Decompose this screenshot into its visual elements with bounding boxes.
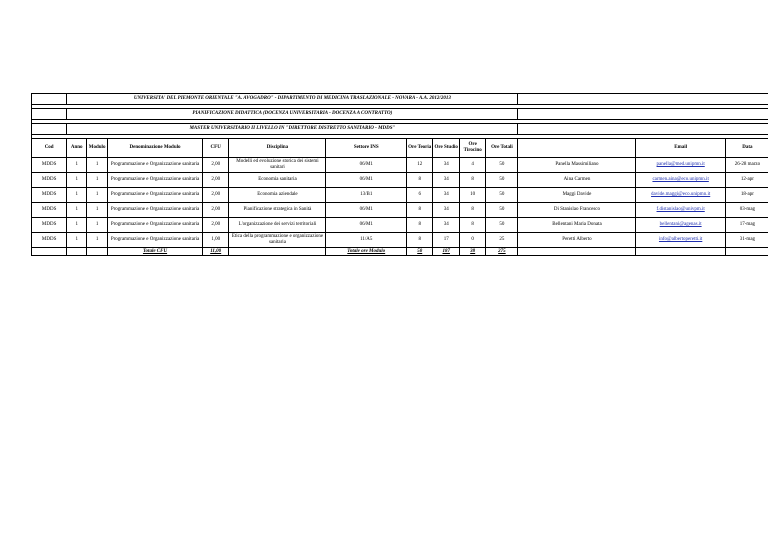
- row-disciplina: Modelli ed evoluzione storica dei sistemi sanitari: [229, 158, 326, 173]
- row-ore-totali: 50: [486, 218, 518, 233]
- col-settore: Settore INS: [326, 139, 407, 158]
- col-denominazione: Denominazione Modulo: [108, 139, 203, 158]
- row-data: 31-mag: [725, 233, 768, 248]
- row-docente: Maggi Davide: [518, 188, 636, 203]
- table-body: [32, 158, 768, 248]
- total-ore-label: Totale ore Modulo: [326, 248, 407, 256]
- row-disciplina: Economia sanitaria: [229, 173, 326, 188]
- total-cfu-value: 11,00: [202, 248, 228, 256]
- email-link[interactable]: davide.maggi@eco.unipmn.it: [651, 192, 711, 197]
- row-data: 26-28 marzo: [725, 158, 768, 173]
- row-cfu: 1,00: [202, 233, 228, 248]
- col-ore-totali: Ore Totali: [486, 139, 518, 158]
- planning-table: [31, 93, 768, 256]
- row-anno: 1: [67, 188, 87, 203]
- col-disciplina: Disciplina: [229, 139, 326, 158]
- row-ore-totali: 50: [486, 203, 518, 218]
- table-row: [32, 188, 768, 203]
- email-link[interactable]: panella@med.unipmn.it: [656, 162, 705, 167]
- row-cfu: 2,00: [202, 188, 228, 203]
- row-ore-teoria: 8: [407, 233, 433, 248]
- row-denominazione: Programmazione e Organizzazione sanitaria: [108, 158, 203, 173]
- col-modulo: Modulo: [87, 139, 108, 158]
- table-row: [32, 218, 768, 233]
- row-docente: Aina Carmen: [518, 173, 636, 188]
- total-totali: 275: [486, 248, 518, 256]
- blank-cell: [32, 109, 67, 120]
- row-settore: 06/M1: [326, 218, 407, 233]
- row-anno: 1: [67, 203, 87, 218]
- master-title: MASTER UNIVERSITARIO II LIVELLO IN "DIRETTORE DISTRETTO SANITARIO - MDDS": [67, 124, 518, 135]
- university-title: UNIVERSITA' DEL PIEMONTE ORIENTALE "A. AVOGADRO" - DIPARTIMENTO DI MEDICINA TRASLAZIONALE - NOVARA - A.A. 2012/2013: [67, 94, 518, 105]
- row-ore-studio: 34: [433, 158, 459, 173]
- row-denominazione: Programmazione e Organizzazione sanitaria: [108, 203, 203, 218]
- blank-cell: [518, 109, 768, 120]
- row-settore: 13/B1: [326, 188, 407, 203]
- row-settore: 06/M1: [326, 158, 407, 173]
- title-row-3: [32, 124, 768, 135]
- row-disciplina: Etica della programmazione e organizzazione sanitaria: [229, 233, 326, 248]
- row-ore-studio: 34: [433, 218, 459, 233]
- row-email: [636, 188, 725, 203]
- row-denominazione: Programmazione e Organizzazione sanitaria: [108, 218, 203, 233]
- row-email: [636, 218, 725, 233]
- row-modulo: 1: [87, 218, 108, 233]
- row-data: 17-mag: [725, 218, 768, 233]
- email-link[interactable]: f.distanislao@univpm.it: [656, 207, 705, 212]
- col-anno: Anno: [67, 139, 87, 158]
- row-docente: Panella Massimiliano: [518, 158, 636, 173]
- row-ore-teoria: 6: [407, 188, 433, 203]
- total-studio: 187: [433, 248, 459, 256]
- row-email: [636, 158, 725, 173]
- row-cfu: 2,00: [202, 173, 228, 188]
- col-docente: [518, 139, 636, 158]
- row-settore: 06/M1: [326, 203, 407, 218]
- table-row: [32, 173, 768, 188]
- row-ore-totali: 50: [486, 188, 518, 203]
- row-cod: MDDS: [32, 188, 67, 203]
- row-email: [636, 203, 725, 218]
- row-ore-tirocinio: 8: [459, 173, 485, 188]
- row-docente: Di Stanislao Francesco: [518, 203, 636, 218]
- row-cod: MDDS: [32, 203, 67, 218]
- row-disciplina: Pianificazione strategica in Sanità: [229, 203, 326, 218]
- email-link[interactable]: bellentani@agenas.it: [659, 222, 702, 227]
- table-row: [32, 233, 768, 248]
- row-docente: Peretti Alberto: [518, 233, 636, 248]
- row-cfu: 2,00: [202, 218, 228, 233]
- row-cfu: 2,00: [202, 158, 228, 173]
- col-email: Email: [636, 139, 725, 158]
- row-modulo: 1: [87, 173, 108, 188]
- blank-cell: [518, 124, 768, 135]
- total-teoria: 50: [407, 248, 433, 256]
- row-cod: MDDS: [32, 173, 67, 188]
- row-ore-tirocinio: 8: [459, 218, 485, 233]
- row-ore-totali: 50: [486, 173, 518, 188]
- totals-row: [32, 248, 768, 256]
- col-cfu: CFU: [202, 139, 228, 158]
- email-link[interactable]: info@albertoperetti.it: [658, 237, 703, 242]
- column-header-row: [32, 139, 768, 158]
- row-anno: 1: [67, 173, 87, 188]
- planning-title: PIANIFICAZIONE DIDATTICA (DOCENZA UNIVERSITARIA - DOCENZA A CONTRATTO): [67, 109, 518, 120]
- row-cfu: 2,00: [202, 203, 228, 218]
- row-modulo: 1: [87, 233, 108, 248]
- row-ore-teoria: 12: [407, 158, 433, 173]
- row-data: 03-mag: [725, 203, 768, 218]
- row-ore-teoria: 8: [407, 218, 433, 233]
- row-denominazione: Programmazione e Organizzazione sanitaria: [108, 173, 203, 188]
- row-anno: 1: [67, 233, 87, 248]
- row-settore: 11/A5: [326, 233, 407, 248]
- row-anno: 1: [67, 218, 87, 233]
- row-modulo: 1: [87, 203, 108, 218]
- row-modulo: 1: [87, 188, 108, 203]
- title-row-2: [32, 109, 768, 120]
- row-ore-tirocinio: 0: [459, 233, 485, 248]
- blank-cell: [32, 94, 67, 105]
- row-ore-studio: 34: [433, 203, 459, 218]
- row-ore-studio: 17: [433, 233, 459, 248]
- row-email: [636, 173, 725, 188]
- row-cod: MDDS: [32, 233, 67, 248]
- title-row-1: [32, 94, 768, 105]
- row-ore-teoria: 8: [407, 203, 433, 218]
- total-cfu-label: Totale CFU: [108, 248, 203, 256]
- col-data: Data: [725, 139, 768, 158]
- email-link[interactable]: carmen.aina@eco.unipmn.it: [652, 177, 709, 182]
- row-cod: MDDS: [32, 158, 67, 173]
- row-anno: 1: [67, 158, 87, 173]
- row-ore-studio: 34: [433, 173, 459, 188]
- row-disciplina: L'organizzazione dei servizi territoriali: [229, 218, 326, 233]
- row-ore-tirocinio: 8: [459, 203, 485, 218]
- col-ore-tirocinio: Ore Tirocino: [459, 139, 485, 158]
- row-ore-totali: 25: [486, 233, 518, 248]
- row-ore-totali: 50: [486, 158, 518, 173]
- col-ore-teoria: Ore Teoria: [407, 139, 433, 158]
- row-cod: MDDS: [32, 218, 67, 233]
- row-ore-studio: 34: [433, 188, 459, 203]
- blank-cell: [518, 94, 768, 105]
- row-ore-tirocinio: 4: [459, 158, 485, 173]
- table-row: [32, 158, 768, 173]
- row-ore-tirocinio: 10: [459, 188, 485, 203]
- total-tirocinio: 38: [459, 248, 485, 256]
- row-ore-teoria: 8: [407, 173, 433, 188]
- row-denominazione: Programmazione e Organizzazione sanitaria: [108, 188, 203, 203]
- col-ore-studio: Ore Studio: [433, 139, 459, 158]
- col-cod: Cod: [32, 139, 67, 158]
- row-modulo: 1: [87, 158, 108, 173]
- row-email: [636, 233, 725, 248]
- table-row: [32, 203, 768, 218]
- row-settore: 06/M1: [326, 173, 407, 188]
- row-data: 12-apr: [725, 173, 768, 188]
- row-data: 18-apr: [725, 188, 768, 203]
- row-disciplina: Economia aziendale: [229, 188, 326, 203]
- row-docente: Bellentani Maria Donata: [518, 218, 636, 233]
- blank-cell: [32, 124, 67, 135]
- row-denominazione: Programmazione e Organizzazione sanitaria: [108, 233, 203, 248]
